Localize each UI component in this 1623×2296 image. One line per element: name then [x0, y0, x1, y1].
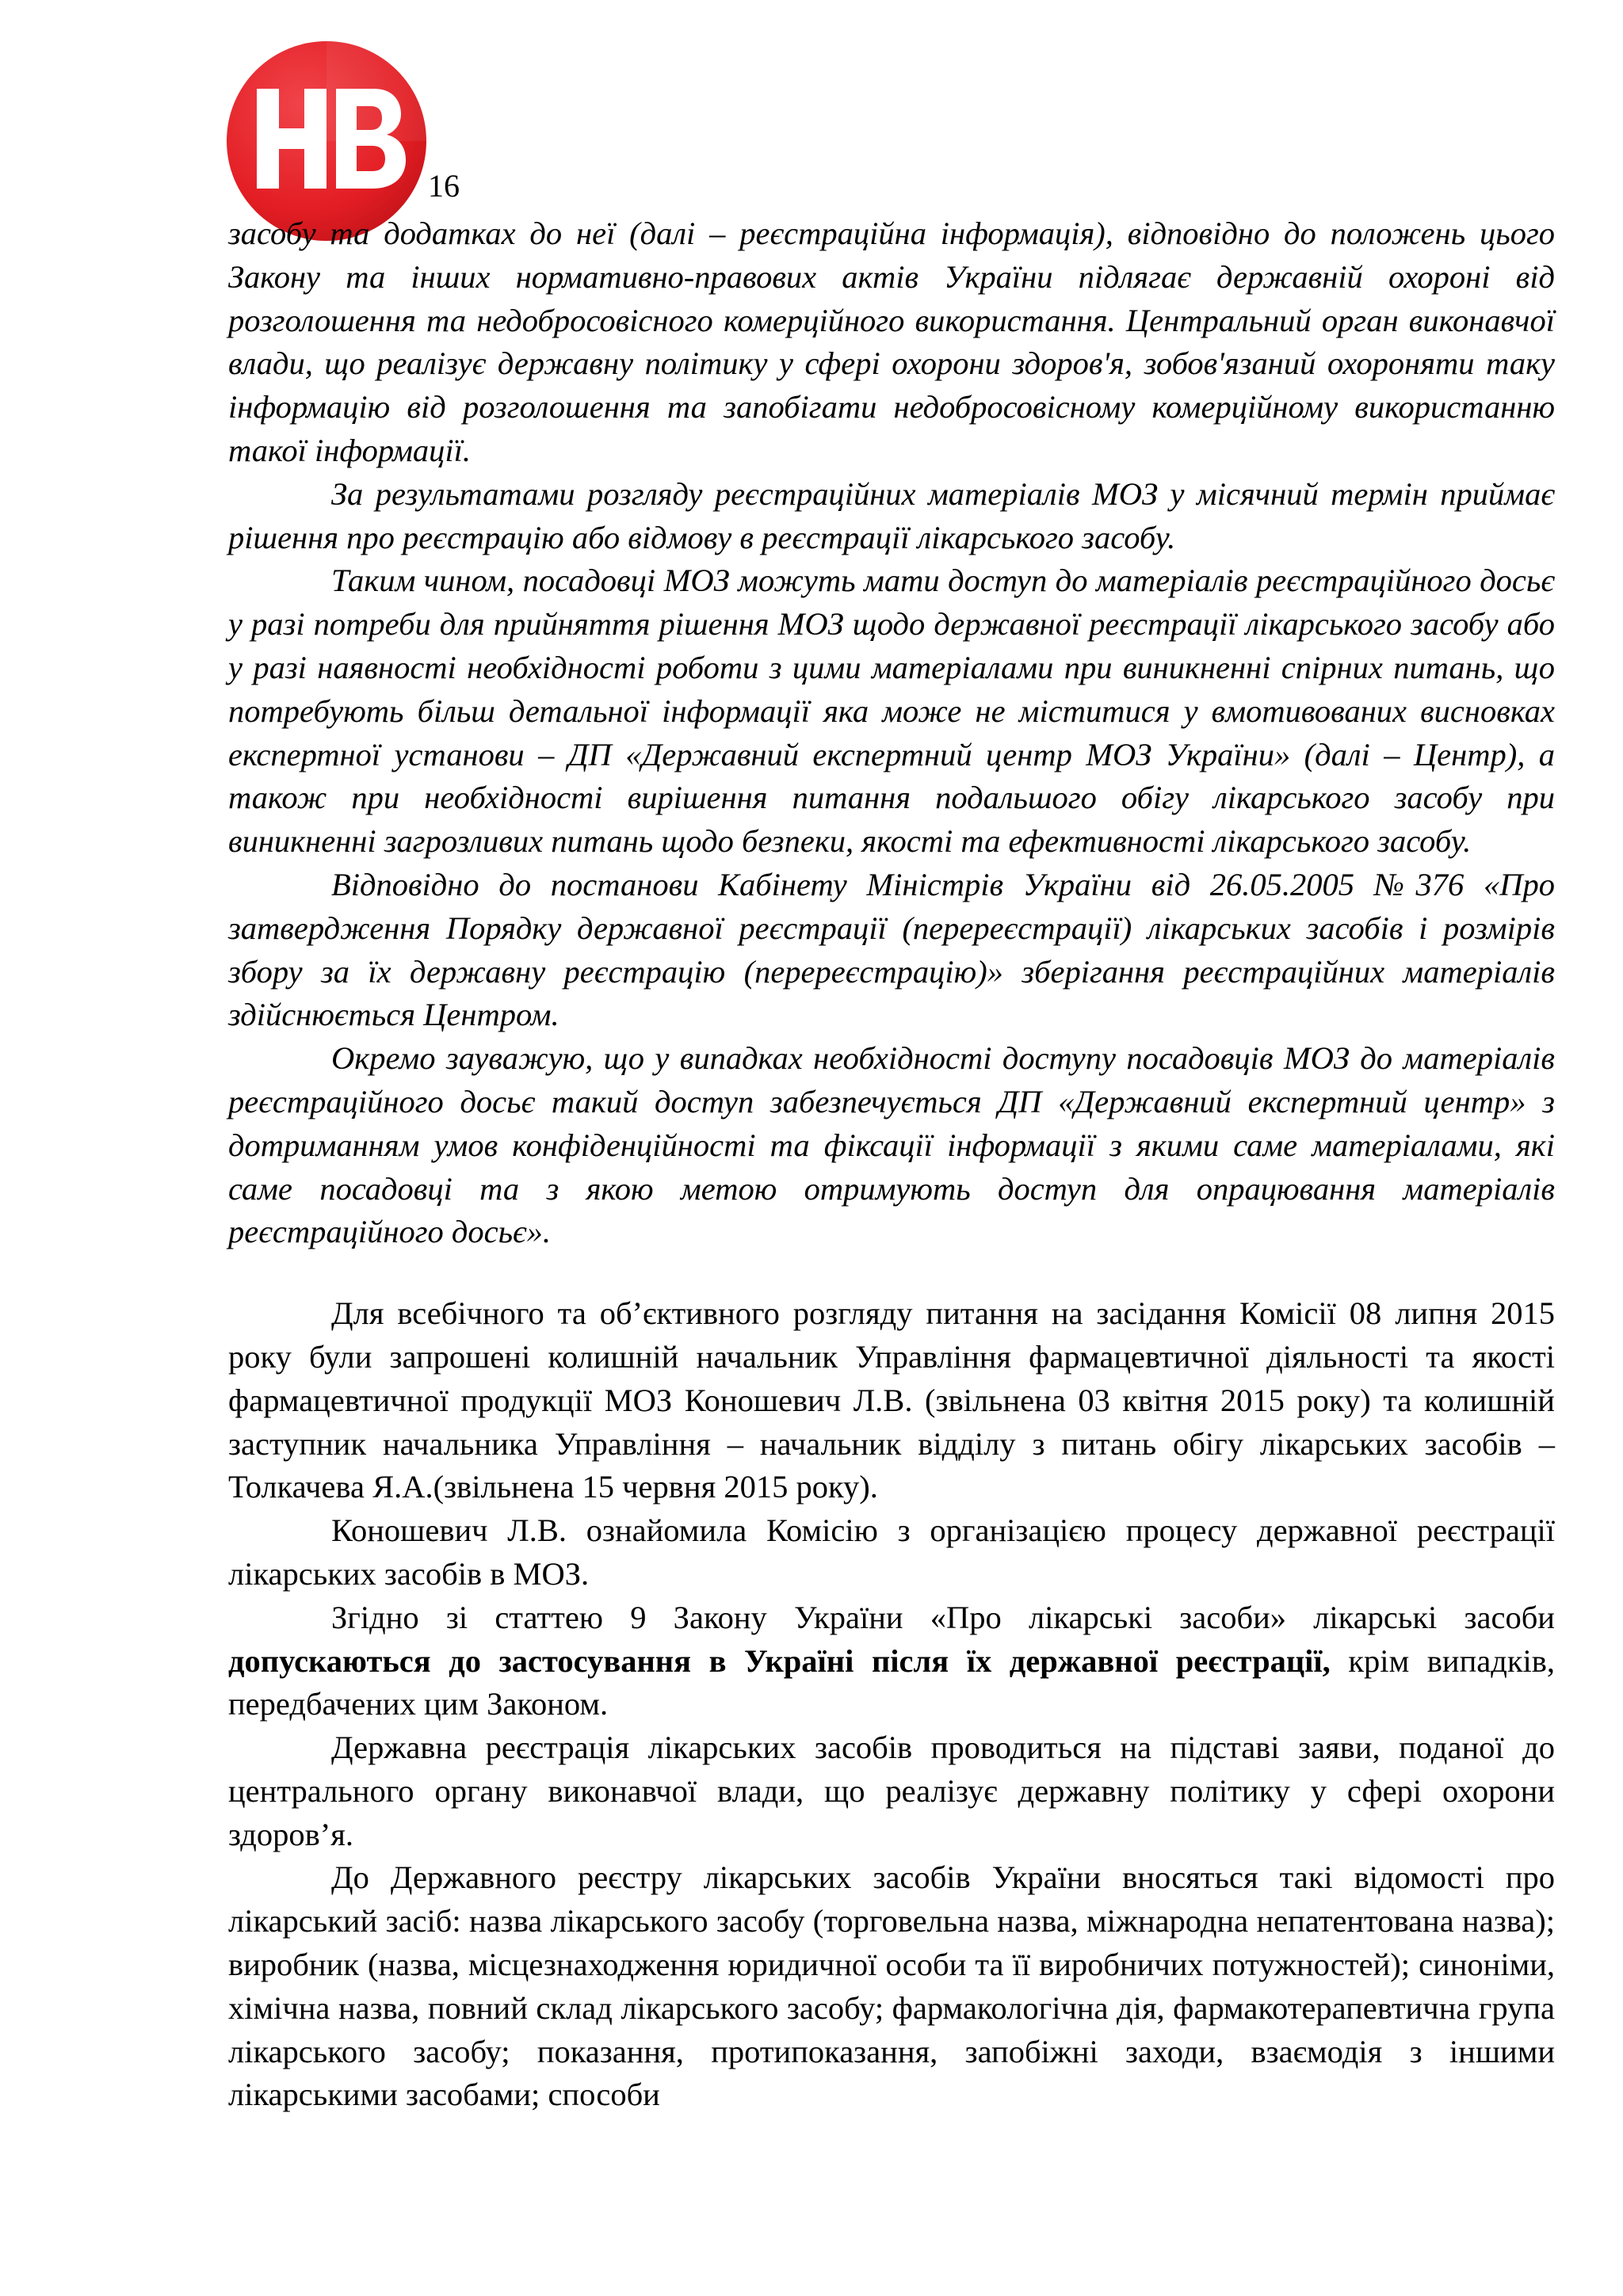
- quoted-paragraph: Відповідно до постанови Кабінету Міністрів України від 26.05.2005 №376 «Про затвердження Порядку державної реєстрації (перереєстрації) лікарських засобів і розмірів збору за їх державну реєстрацію (перереєстрацію)» зберігання реєстраційних матеріалів здійснюється Центром.: [228, 866, 1555, 1033]
- quoted-paragraph: За результатами розгляду реєстраційних матеріалів МОЗ у місячний термін приймає рішення про реєстрацію або відмову в реєстрації лікарського засобу.: [228, 475, 1555, 555]
- quoted-paragraph: засобу та додатках до неї (далі – реєстраційна інформація), відповідно до положень цього Закону та інших нормативно-правових актів України підлягає державній охороні від розголошення та недобросовісного комерційного використання. Центральний орган виконавчої влади, що реалізує державну політику у сфері охорони здоров'я, зобов'язаний охороняти таку інформацію від розголошення та запобігати недобросовісному комерційному використанню такої інформації.: [228, 215, 1555, 468]
- body-paragraph: Державна реєстрація лікарських засобів проводиться на підставі заяви, поданої до центрального органу виконавчої влади, що реалізує державну політику у сфері охорони здоров’я.: [228, 1730, 1555, 1852]
- quoted-paragraph: Таким чином, посадовці МОЗ можуть мати доступ до матеріалів реєстраційного досьє у разі потреби для прийняття рішення МОЗ щодо державної реєстрації лікарського засобу або у разі наявності необхідності роботи з цими матеріалами при виникненні спірних питань, що потребують більш детальної інформації яка може не міститися у вмотивованих висновках експертної установи – ДП «Державний експертний центр МОЗ України» (далі – Центр), а також при необхідності вирішення питання подальшого обігу лікарського засобу при виникненні загрозливих питань щодо безпеки, якості та ефективності лікарського засобу.: [228, 563, 1555, 860]
- document-body: [228, 212, 1555, 2117]
- body-paragraph: До Державного реєстру лікарських засобів України вносяться такі відомості про лікарський засіб: назва лікарського засобу (торговельна назва, міжнародна непатентована назва); виробник (назва, місцезнаходження юридичної особи та її виробничих потужностей); синоніми, хімічна назва, повний склад лікарського засобу; фармакологічна дія, фармакотерапевтична група лікарського засобу; показання, протипоказання, запобіжні заходи, взаємодія з іншими лікарськими засобами; способи: [228, 1859, 1555, 2113]
- body-paragraph: Для всебічного та об’єктивного розгляду питання на засідання Комісії 08 липня 2015 року були запрошені колишній начальник Управління фармацевтичної діяльності та якості фармацевтичної продукції МОЗ Коношевич Л.В. (звільнена 03 квітня 2015 року) та колишній заступник начальника Управління – начальник відділу з питань обігу лікарських засобів – Толкачева Я.А.(звільнена 15 червня 2015 року).: [228, 1295, 1555, 1505]
- body-paragraph: Коношевич Л.В. ознайомила Комісію з організацією процесу державної реєстрації лікарських засобів в МОЗ.: [228, 1512, 1555, 1592]
- body-paragraph: [228, 1596, 1555, 1726]
- page-number: 16: [428, 168, 460, 204]
- paragraph-gap: [228, 1254, 1555, 1292]
- text-span: крім випадків, передбачених цим Законом.: [228, 1642, 1555, 1722]
- text-span: Згідно зі статтею 9 Закону України «Про лікарські засоби» лікарські засоби: [331, 1599, 1555, 1635]
- quoted-paragraph: Окремо зауважую, що у випадках необхідності доступу посадовців МОЗ до матеріалів реєстраційного досьє такий доступ забезпечується ДП «Державний експертний центр» з дотриманням умов конфіденційності та фіксації інформації з якими саме матеріалами, які саме посадовці та з якою метою отримують доступ для опрацювання матеріалів реєстраційного досьє».: [228, 1040, 1555, 1250]
- bold-span: допускаються до застосування в Україні після їх державної реєстрації,: [228, 1642, 1331, 1679]
